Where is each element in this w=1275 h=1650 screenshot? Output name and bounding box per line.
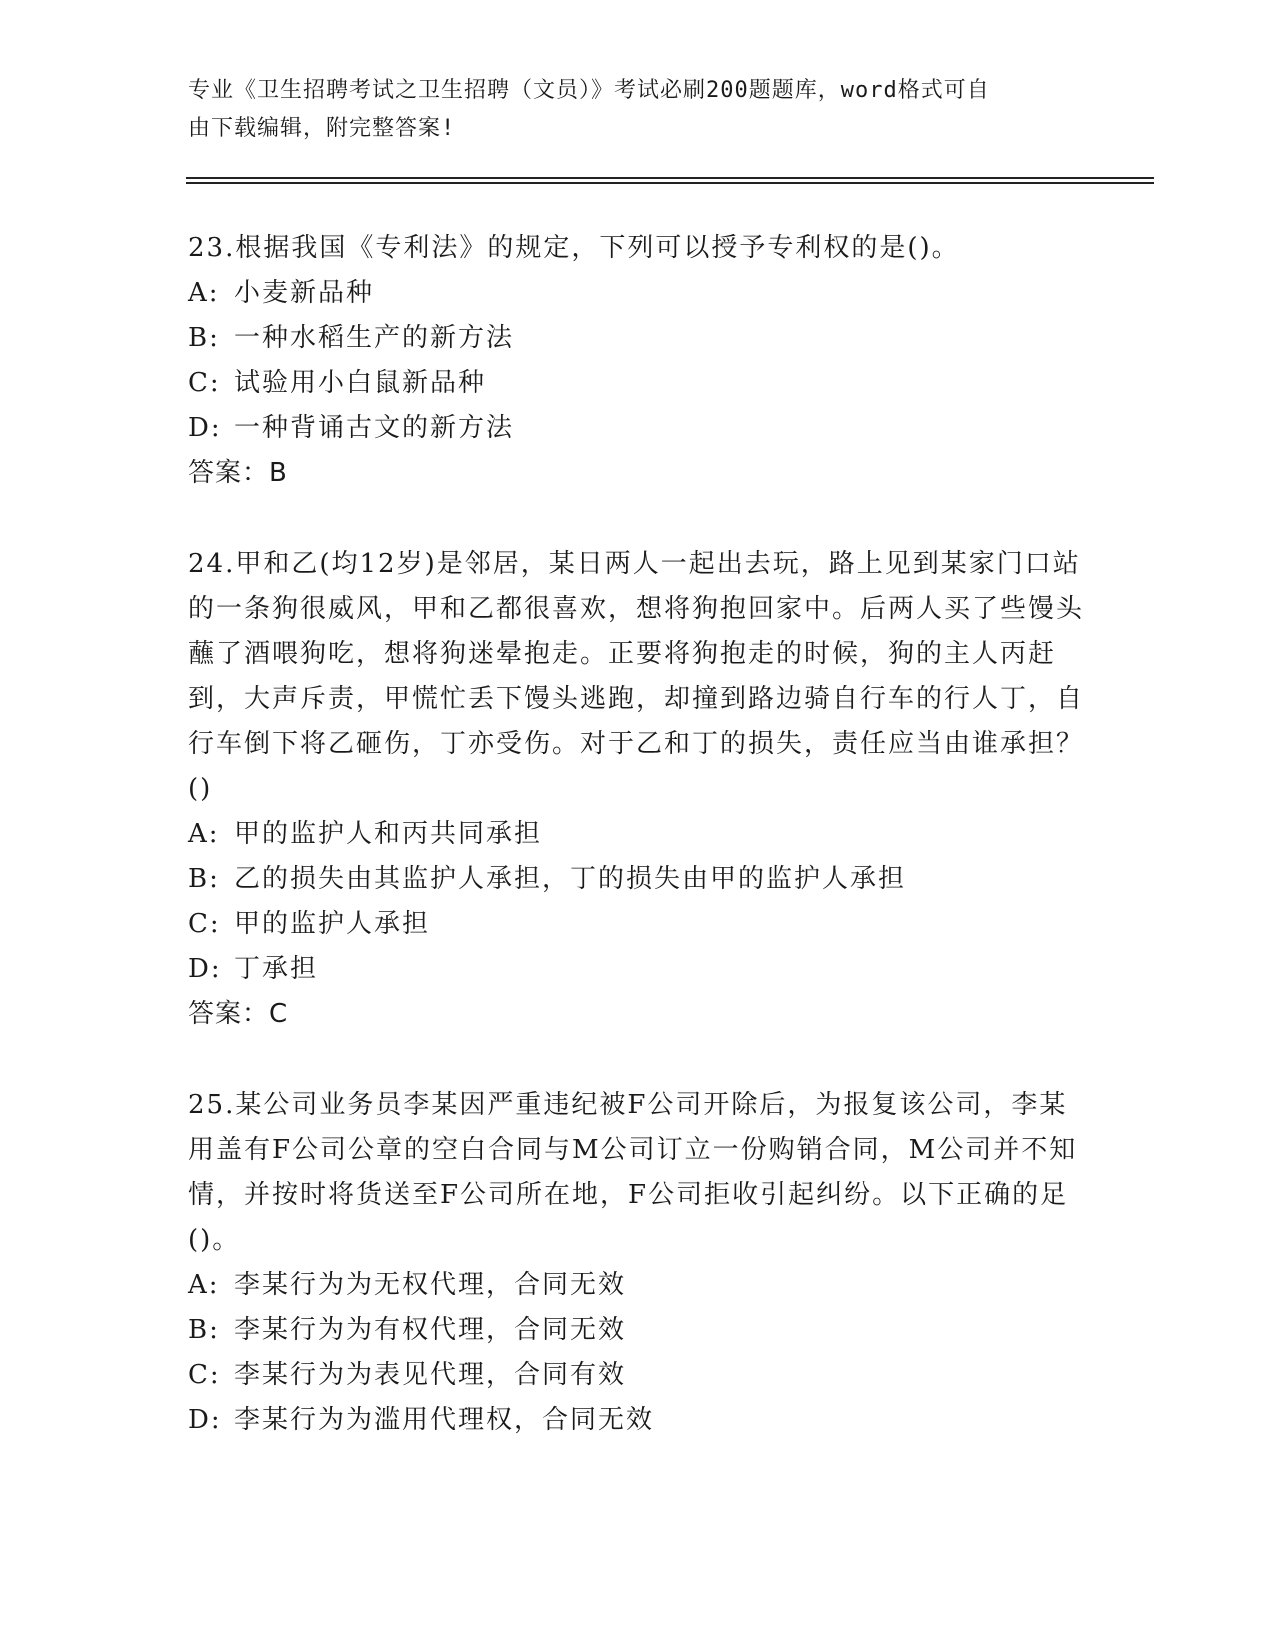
question-stem: 25.某公司业务员李某因严重违纪被F公司开除后，为报复该公司，李某用盖有F公司公章的空白合同与M公司订立一份购销合同，M公司并不知情，并按时将货送至F公司所在地，F公司拒收引起纠纷。以下正确的足()。	[188, 1090, 1078, 1255]
option-text: 李某行为为表见代理，合同有效	[234, 1360, 627, 1390]
option-letter: A:	[188, 1270, 220, 1300]
option-a	[188, 271, 1088, 316]
header-divider-bottom	[186, 182, 1154, 184]
option-c	[188, 902, 1088, 947]
option-letter: B:	[188, 323, 220, 353]
option-text: 丁承担	[234, 954, 319, 984]
option-b	[188, 1308, 1088, 1353]
option-letter: C:	[188, 368, 221, 398]
answer-label: 答案：C	[188, 999, 289, 1029]
option-text: 一种背诵古文的新方法	[234, 413, 515, 443]
option-text: 李某行为为无权代理，合同无效	[234, 1270, 627, 1300]
option-d	[188, 406, 1088, 451]
question-list	[188, 226, 1088, 1489]
question-24	[188, 542, 1088, 1037]
option-text: 小麦新品种	[234, 278, 375, 308]
option-letter: C:	[188, 909, 221, 939]
option-letter: A:	[188, 819, 220, 849]
answer-label: 答案：B	[188, 458, 288, 488]
option-b	[188, 316, 1088, 361]
option-letter: D:	[188, 1405, 222, 1435]
header-line-1: 专业《卫生招聘考试之卫生招聘（文员）》考试必刷200题题库，word格式可自	[188, 78, 990, 103]
document-header	[188, 72, 1088, 148]
option-c	[188, 1353, 1088, 1398]
option-letter: D:	[188, 413, 222, 443]
option-d	[188, 1398, 1088, 1443]
question-25	[188, 1083, 1088, 1443]
option-a	[188, 1263, 1088, 1308]
question-23	[188, 226, 1088, 496]
option-d	[188, 947, 1088, 992]
option-letter: B:	[188, 1315, 220, 1345]
question-stem: 24.甲和乙(均12岁)是邻居，某日两人一起出去玩，路上见到某家门口站的一条狗很威风，甲和乙都很喜欢，想将狗抱回家中。后两人买了些馒头蘸了酒喂狗吃，想将狗迷晕抱走。正要将狗抱走的时候，狗的主人丙赶到，大声斥责，甲慌忙丢下馒头逃跑，却撞到路边骑自行车的行人丁，自行车倒下将乙砸伤，丁亦受伤。对于乙和丁的损失，责任应当由谁承担？()	[188, 549, 1085, 804]
option-a	[188, 812, 1088, 857]
option-letter: A:	[188, 278, 220, 308]
option-text: 甲的监护人承担	[234, 909, 431, 939]
option-letter: C:	[188, 1360, 221, 1390]
option-letter: D:	[188, 954, 222, 984]
option-c	[188, 361, 1088, 406]
option-text: 李某行为为有权代理，合同无效	[234, 1315, 627, 1345]
option-text: 甲的监护人和丙共同承担	[234, 819, 543, 849]
header-line-2: 由下载编辑，附完整答案!	[188, 116, 456, 141]
option-text: 一种水稻生产的新方法	[234, 323, 515, 353]
option-letter: B:	[188, 864, 220, 894]
option-b	[188, 857, 1088, 902]
option-text: 乙的损失由其监护人承担，丁的损失由甲的监护人承担	[234, 864, 907, 894]
option-text: 李某行为为滥用代理权，合同无效	[234, 1405, 655, 1435]
header-divider-top	[186, 177, 1154, 179]
question-stem: 23.根据我国《专利法》的规定，下列可以授予专利权的是()。	[188, 233, 960, 263]
option-text: 试验用小白鼠新品种	[234, 368, 487, 398]
